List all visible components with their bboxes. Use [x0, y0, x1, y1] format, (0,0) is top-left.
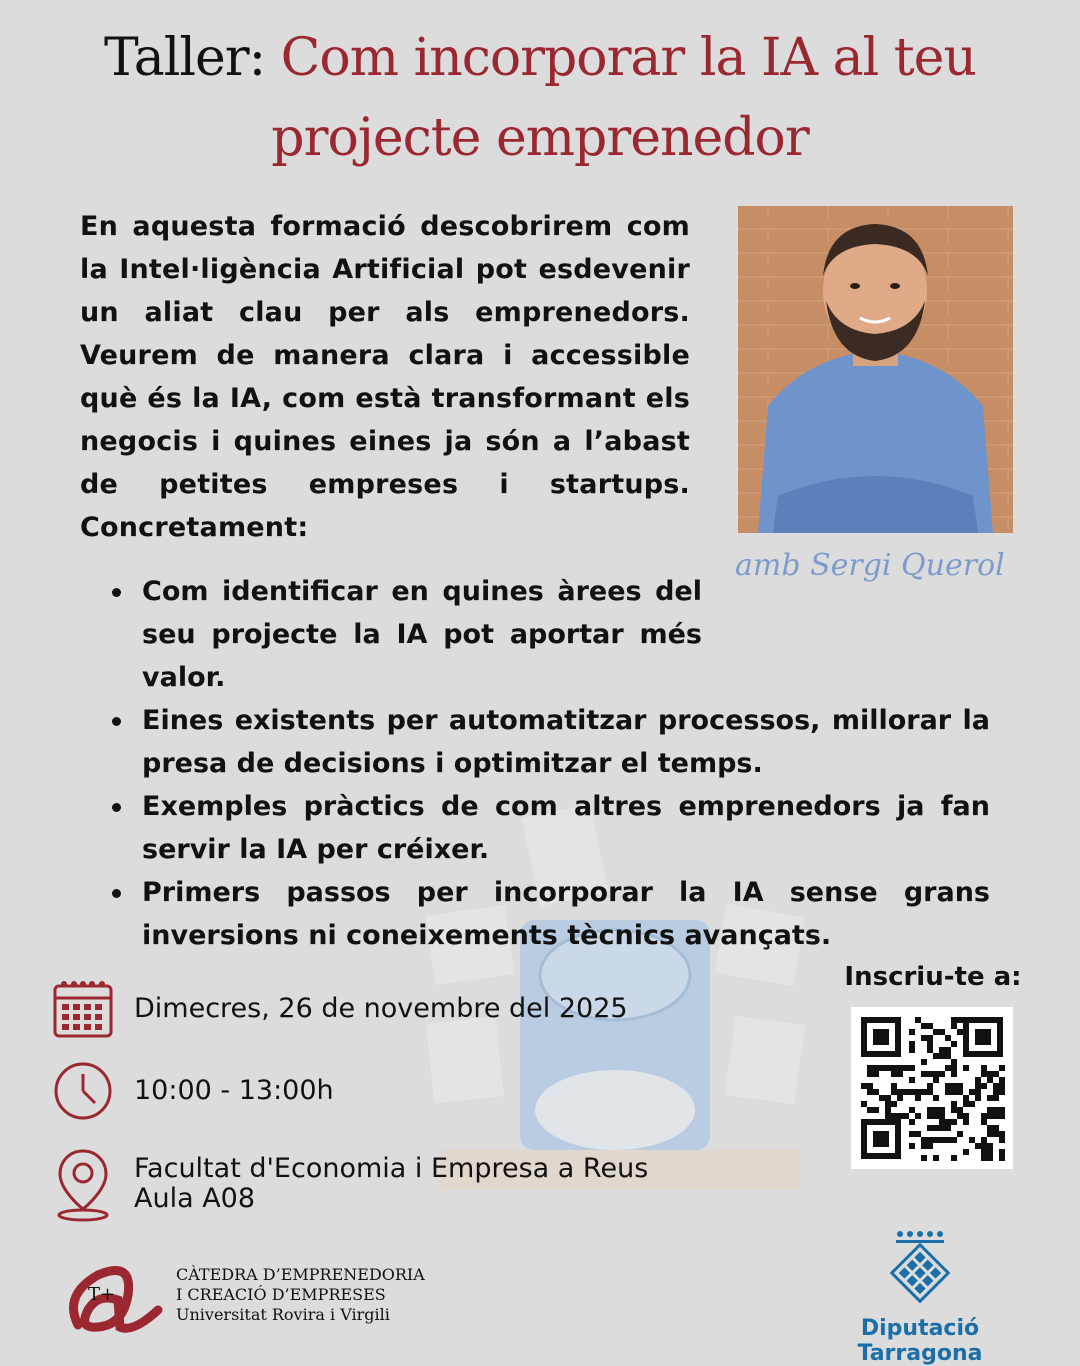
registration-label: Inscriu-te a:: [844, 962, 1022, 992]
diputacio-logo: [800, 1228, 1040, 1366]
catedra-line1: CÀTEDRA D’EMPRENEDORIA: [176, 1265, 425, 1284]
event-location-row: [52, 1145, 648, 1223]
event-time: 10:00 - 13:00h: [134, 1075, 334, 1106]
speaker-photo-art: [738, 206, 1013, 533]
list-item: Eines existents per automatitzar processos, millorar la presa de decisions i optimitzar el temps.: [105, 699, 990, 785]
calendar-icon: [52, 978, 114, 1040]
catedra-emblem: [58, 1255, 168, 1335]
list-item: Exemples pràctics de com altres emprenedors ja fan servir la IA per créixer.: [105, 785, 990, 871]
list-item: Primers passos per incorporar la IA sense grans inversions ni coneixements tècnics avançats.: [105, 871, 990, 957]
clock-icon: [52, 1060, 114, 1122]
catedra-text: [176, 1265, 425, 1325]
catedra-line2: I CREACIÓ D’EMPRESES: [176, 1285, 386, 1304]
catedra-line3: Universitat Rovira i Virgili: [176, 1305, 390, 1324]
svg-text:T+: T+: [88, 1284, 116, 1305]
event-date-row: [52, 978, 628, 1040]
event-location: [134, 1154, 648, 1214]
diputacio-emblem: [890, 1228, 950, 1308]
event-time-row: [52, 1060, 334, 1122]
qr-code[interactable]: [851, 1007, 1013, 1169]
location-pin-icon: [52, 1145, 114, 1223]
diputacio-text: Diputació Tarragona: [857, 1316, 983, 1366]
qr-code-art: [851, 1007, 1013, 1169]
title-line-1: [0, 18, 1080, 98]
event-location-line2: Aula A08: [134, 1183, 256, 1214]
page-title: [0, 18, 1080, 178]
catedra-logo: [58, 1255, 425, 1335]
speaker-caption: amb Sergi Querol: [735, 548, 1005, 583]
event-location-line1: Facultat d'Economia i Empresa a Reus: [134, 1153, 649, 1184]
bullet-list: [105, 570, 990, 957]
title-prefix: Taller:: [104, 28, 266, 88]
speaker-photo: [738, 206, 1013, 533]
intro-paragraph: En aquesta formació descobrirem com la Intel·ligència Artificial pot esdevenir un aliat clau per als emprenedors. Veurem de manera clara i accessible què és la IA, com està transformant els negocis i quines eines ja són a l’abast de petites empreses i startups. Concretament:: [80, 211, 690, 543]
event-date: Dimecres, 26 de novembre del 2025: [134, 993, 628, 1024]
title-line-2: projecte emprenedor: [271, 108, 809, 168]
list-item: Com identificar en quines àrees del seu projecte la IA pot aportar més valor.: [105, 570, 702, 699]
title-main: Com incorporar la IA al teu: [280, 28, 976, 88]
